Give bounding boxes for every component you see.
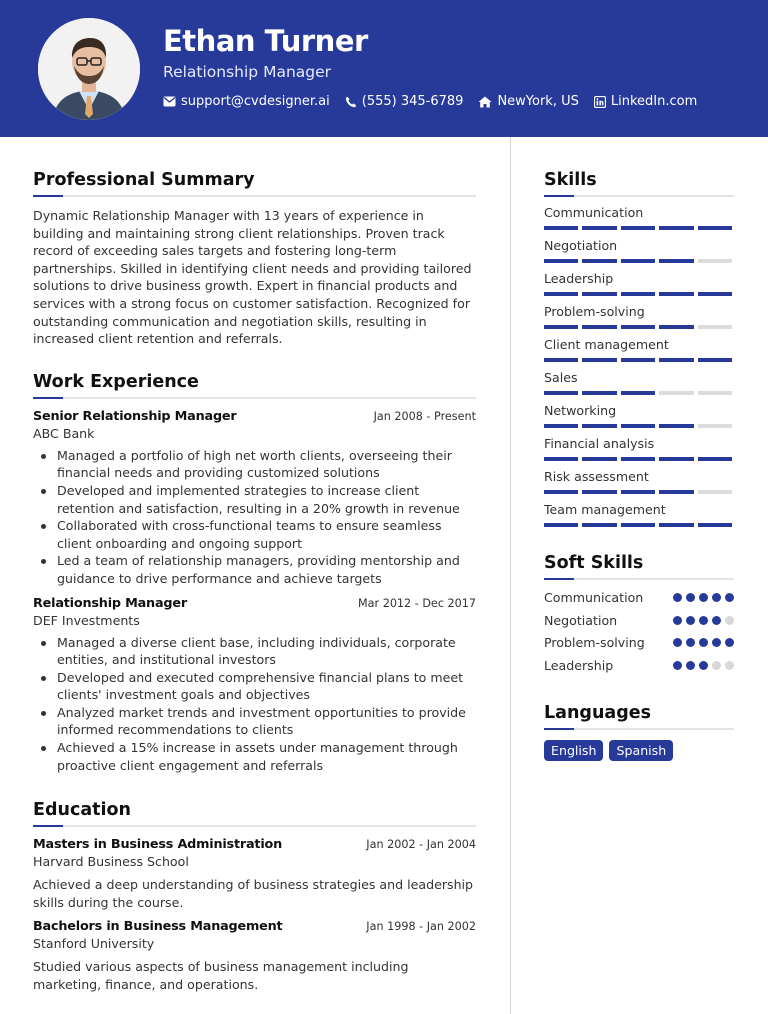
skill-level-segment: [621, 358, 655, 362]
skill-item: [544, 271, 734, 296]
soft-skill-name: Negotiation: [544, 612, 618, 628]
skill-level-segment: [698, 391, 732, 395]
job-bullets: [33, 447, 476, 588]
job-role: Senior Relationship Manager: [33, 408, 237, 424]
skill-level-segment: [582, 325, 616, 329]
rating-dot: [699, 593, 708, 602]
skill-level-segment: [621, 490, 655, 494]
skill-level-segment: [544, 391, 578, 395]
skill-name: Communication: [544, 205, 644, 220]
rating-dot: [673, 638, 682, 647]
skill-name: Problem-solving: [544, 304, 645, 319]
skill-level-segment: [582, 424, 616, 428]
skill-level-segment: [698, 226, 732, 230]
skill-level-segment: [544, 358, 578, 362]
envelope-icon: [163, 96, 176, 107]
skill-level-segment: [621, 523, 655, 527]
skill-level-segment: [659, 391, 693, 395]
skill-level-segment: [659, 259, 693, 263]
soft-skill-item: [544, 631, 734, 654]
job-bullet: Led a team of relationship managers, providing mentorship and guidance to drive performance and achieve targets: [33, 552, 476, 587]
skill-name: Networking: [544, 403, 617, 418]
skill-level-segment: [659, 523, 693, 527]
contact-location-text: NewYork, US: [497, 94, 579, 109]
education-section: [33, 800, 476, 993]
soft-skills-section: [544, 553, 734, 677]
skill-level-segment: [621, 391, 655, 395]
contact-bar: [163, 94, 697, 109]
skill-name: Sales: [544, 370, 578, 385]
skill-level-segment: [544, 457, 578, 461]
skill-level-segment: [621, 424, 655, 428]
summary-heading: Professional Summary: [33, 170, 255, 190]
contact-linkedin-text: LinkedIn.com: [610, 94, 698, 109]
experience-section: [33, 372, 476, 775]
skill-level-segment: [698, 424, 732, 428]
school-name: Stanford University: [33, 936, 155, 952]
soft-skill-rating: [673, 661, 734, 670]
rating-dot: [725, 616, 734, 625]
rating-dot: [686, 661, 695, 670]
skill-level-segment: [621, 457, 655, 461]
skill-level-segment: [544, 292, 578, 296]
skill-level-segment: [621, 292, 655, 296]
rating-dot: [686, 638, 695, 647]
section-rule: [544, 578, 734, 580]
job-dates: Mar 2012 - Dec 2017: [358, 596, 476, 610]
skill-level-bar: [544, 424, 734, 428]
job-entry: [33, 596, 476, 775]
skill-level-segment: [698, 292, 732, 296]
rating-dot: [725, 638, 734, 647]
job-role: Relationship Manager: [33, 595, 187, 611]
job-company: ABC Bank: [33, 425, 95, 441]
skill-level-segment: [582, 457, 616, 461]
rating-dot: [712, 616, 721, 625]
job-bullets: [33, 634, 476, 775]
languages-section: [544, 703, 734, 761]
rating-dot: [686, 593, 695, 602]
rating-dot: [699, 661, 708, 670]
skill-level-bar: [544, 523, 734, 527]
job-dates: Jan 2008 - Present: [373, 409, 476, 423]
skill-level-bar: [544, 490, 734, 494]
contact-phone[interactable]: [345, 94, 464, 109]
skill-level-segment: [544, 259, 578, 263]
languages-list: [544, 740, 734, 761]
section-rule: [544, 728, 734, 730]
education-heading: Education: [33, 800, 131, 821]
rating-dot: [712, 593, 721, 602]
skill-name: Team management: [544, 502, 666, 517]
education-entry: [33, 837, 476, 911]
soft-skill-name: Problem-solving: [544, 635, 645, 651]
skill-item: [544, 436, 734, 461]
language-tag: Spanish: [609, 740, 673, 761]
summary-section: [33, 170, 476, 348]
soft-skill-rating: [673, 638, 734, 647]
job-bullet: Managed a portfolio of high net worth clients, overseeing their financial needs and providing customized solutions: [33, 447, 476, 482]
skill-level-segment: [698, 358, 732, 362]
skill-level-segment: [544, 490, 578, 494]
skill-level-segment: [544, 424, 578, 428]
skill-level-segment: [659, 358, 693, 362]
skill-level-segment: [621, 259, 655, 263]
job-bullet: Collaborated with cross-functional teams to ensure seamless client onboarding and ongoing support: [33, 517, 476, 552]
skill-level-segment: [544, 523, 578, 527]
education-dates: Jan 2002 - Jan 2004: [366, 838, 476, 852]
sidebar-column: [544, 170, 734, 761]
contact-email[interactable]: [163, 94, 330, 109]
rating-dot: [725, 593, 734, 602]
soft-skill-name: Leadership: [544, 657, 614, 673]
rating-dot: [712, 638, 721, 647]
skill-level-segment: [659, 226, 693, 230]
job-bullet: Achieved a 15% increase in assets under management through proactive client engagement and referrals: [33, 739, 476, 774]
language-tag: English: [544, 740, 603, 761]
soft-skills-list: [544, 586, 734, 677]
skills-list: [544, 205, 734, 527]
skill-level-segment: [659, 424, 693, 428]
skill-item: [544, 502, 734, 527]
skill-level-segment: [698, 490, 732, 494]
contact-email-text: support@cvdesigner.ai: [181, 94, 330, 109]
skill-level-bar: [544, 325, 734, 329]
job-bullet: Analyzed market trends and investment opportunities to provide informed recommendations to clients: [33, 704, 476, 739]
skill-item: [544, 469, 734, 494]
skill-level-segment: [582, 259, 616, 263]
section-rule: [33, 825, 476, 827]
skill-item: [544, 403, 734, 428]
skill-level-segment: [659, 292, 693, 296]
home-icon: [478, 96, 492, 108]
contact-linkedin[interactable]: [594, 94, 697, 109]
experience-heading: Work Experience: [33, 371, 199, 392]
soft-skill-item: [544, 654, 734, 677]
education-desc: Studied various aspects of business management including marketing, finance, and operations.: [33, 959, 409, 993]
rating-dot: [712, 661, 721, 670]
education-dates: Jan 1998 - Jan 2002: [366, 920, 476, 934]
rating-dot: [699, 616, 708, 625]
skill-level-segment: [698, 457, 732, 461]
soft-skill-rating: [673, 616, 734, 625]
degree-name: Bachelors in Business Management: [33, 919, 283, 935]
soft-skill-name: Communication: [544, 589, 644, 605]
skill-level-segment: [544, 226, 578, 230]
rating-dot: [725, 661, 734, 670]
skill-level-segment: [582, 523, 616, 527]
summary-text: Dynamic Relationship Manager with 13 years of experience in building and maintaining strong client relationships. Proven track record of exceeding sales targets and fostering long-term partnerships. Skilled in identifying client needs and providing tailored solutions to drive business growth. Expert in financial products and services with a strong focus on customer satisfaction. Recognized for outstanding communication and negotiation skills, resulting in increased client retention and referrals.: [33, 208, 472, 347]
job-bullet: Developed and implemented strategies to increase client retention and satisfaction, resulting in a 20% growth in revenue: [33, 482, 476, 517]
column-divider: [510, 137, 511, 1014]
section-rule: [544, 195, 734, 197]
skill-level-segment: [582, 391, 616, 395]
degree-name: Masters in Business Administration: [33, 837, 283, 853]
skill-level-segment: [621, 325, 655, 329]
skill-name: Client management: [544, 337, 669, 352]
section-rule: [33, 195, 476, 197]
skill-level-segment: [698, 325, 732, 329]
skill-level-segment: [582, 292, 616, 296]
rating-dot: [673, 661, 682, 670]
languages-heading: Languages: [544, 702, 652, 723]
skill-level-bar: [544, 226, 734, 230]
contact-phone-text: (555) 345-6789: [361, 94, 464, 109]
rating-dot: [699, 638, 708, 647]
skill-item: [544, 304, 734, 329]
skill-level-bar: [544, 358, 734, 362]
main-column: [33, 170, 476, 994]
resume-header: [0, 0, 768, 137]
soft-skills-heading: Soft Skills: [544, 553, 644, 573]
candidate-name: Ethan Turner: [163, 24, 368, 58]
contact-location: [478, 94, 578, 109]
skill-level-bar: [544, 259, 734, 263]
skill-level-segment: [659, 457, 693, 461]
skill-name: Financial analysis: [544, 436, 655, 451]
skill-name: Risk assessment: [544, 469, 649, 484]
skill-level-segment: [659, 490, 693, 494]
skill-name: Leadership: [544, 271, 614, 286]
profile-photo: [38, 18, 140, 120]
job-entry: [33, 409, 476, 588]
skill-item: [544, 205, 734, 230]
rating-dot: [673, 593, 682, 602]
soft-skill-rating: [673, 593, 734, 602]
rating-dot: [686, 616, 695, 625]
skill-level-segment: [621, 226, 655, 230]
rating-dot: [673, 616, 682, 625]
section-rule: [33, 397, 476, 399]
skill-item: [544, 370, 734, 395]
job-company: DEF Investments: [33, 612, 140, 628]
linkedin-icon: [594, 96, 606, 108]
skill-level-segment: [582, 490, 616, 494]
skill-item: [544, 337, 734, 362]
skill-level-segment: [582, 358, 616, 362]
skill-name: Negotiation: [544, 238, 618, 253]
skill-level-bar: [544, 391, 734, 395]
education-entry: [33, 919, 476, 993]
school-name: Harvard Business School: [33, 854, 189, 870]
skill-level-segment: [698, 523, 732, 527]
job-bullet: Managed a diverse client base, including individuals, corporate entities, and institutional investors: [33, 634, 476, 669]
soft-skill-item: [544, 586, 734, 609]
skill-level-segment: [544, 325, 578, 329]
skill-level-segment: [582, 226, 616, 230]
skill-level-bar: [544, 292, 734, 296]
skill-level-segment: [659, 325, 693, 329]
skill-item: [544, 238, 734, 263]
skill-level-segment: [698, 259, 732, 263]
skills-heading: Skills: [544, 170, 597, 190]
candidate-title: Relationship Manager: [163, 63, 332, 81]
skills-section: [544, 170, 734, 527]
education-desc: Achieved a deep understanding of business strategies and leadership skills during the course.: [33, 877, 474, 910]
skill-level-bar: [544, 457, 734, 461]
job-bullet: Developed and executed comprehensive financial plans to meet clients' investment goals and objectives: [33, 669, 476, 704]
soft-skill-item: [544, 609, 734, 632]
phone-icon: [345, 96, 357, 108]
